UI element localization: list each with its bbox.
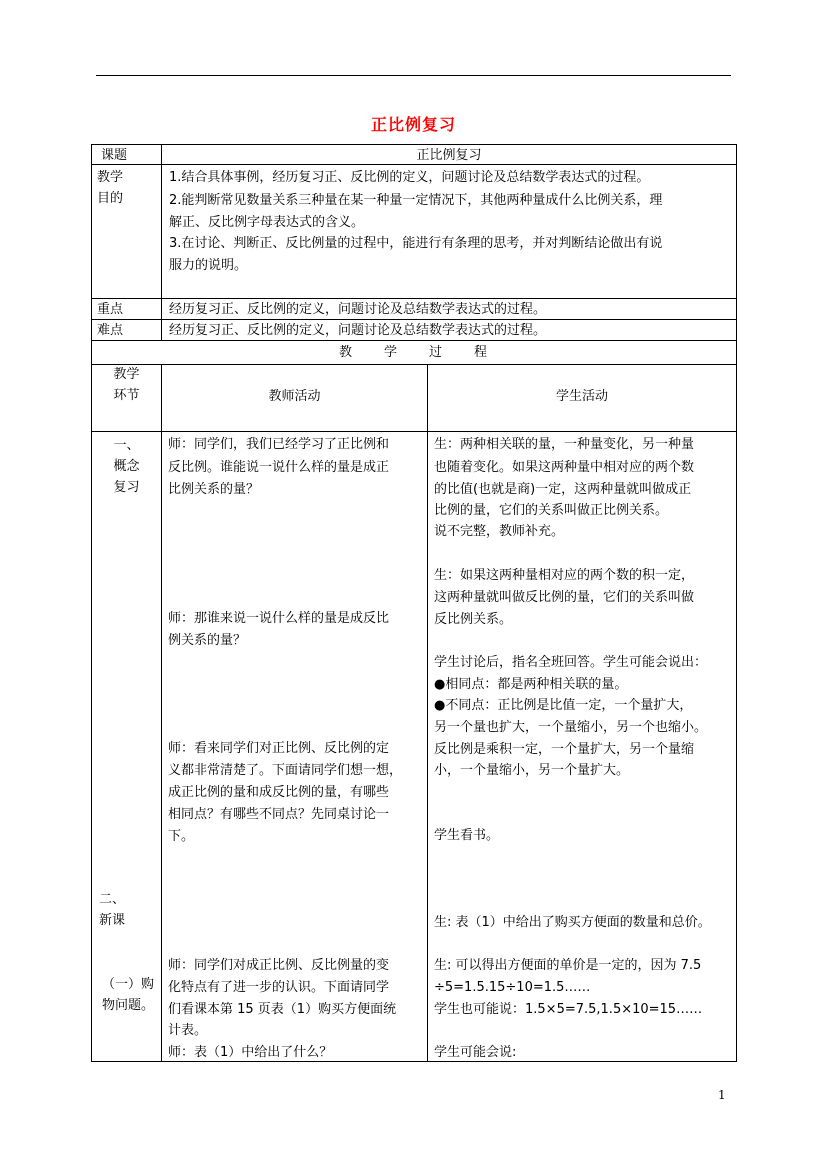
student-line: 反比例关系。 <box>434 612 513 627</box>
teacher-line: 比例关系的量？ <box>168 482 260 497</box>
teacher-line: 下。 <box>168 829 195 844</box>
stage-sublabel: （一）购 <box>102 977 155 992</box>
student-line: 生: 表（1）中给出了购买方便面的数量和总价。 <box>434 915 711 930</box>
student-line: 的比值(也就是商)一定，这两种量就叫做成正 <box>434 482 692 497</box>
goal-line: 3.在讨论、判断正、反比例量的过程中，能进行有条理的思考，并对判断结论做出有说 <box>169 236 663 251</box>
stage-label: 复习 <box>113 480 140 495</box>
page-title: 正比例复习 <box>370 115 456 134</box>
teacher-line: 师：那谁来说一说什么样的量是成反比 <box>168 611 390 626</box>
student-line: 学生看书。 <box>434 828 500 843</box>
teacher-line: 们看课本第 15 页表（1）购买方便面统 <box>168 1002 397 1017</box>
student-line: 学生讨论后，指名全班回答。学生可能会说出： <box>434 655 708 670</box>
stage-label: 概念 <box>113 459 140 474</box>
student-line: ●不同点：正比例是比值一定，一个量扩大， <box>434 698 693 713</box>
col-stage-header: 环节 <box>113 388 140 403</box>
stage-label: 一、 <box>113 438 140 453</box>
col-stage-header: 教学 <box>113 367 140 382</box>
row-divider <box>92 431 736 432</box>
stage-label: 二、 <box>99 892 126 907</box>
col-student-header: 学生活动 <box>555 389 608 404</box>
teacher-line: 反比例。谁能说一说什么样的量是成正 <box>168 460 390 475</box>
teacher-line: 师：同学们，我们已经学习了正比例和 <box>168 437 390 452</box>
goal-line: 解正、反比例字母表达式的含义。 <box>169 215 365 230</box>
teacher-line: 义都非常清楚了。下面请同学们想一想， <box>168 763 403 778</box>
teacher-line: 例关系的量？ <box>168 633 247 648</box>
student-line: 也随着变化。如果这两种量中相对应的两个数 <box>434 460 695 475</box>
goal-line: 2.能判断常见数量关系三种量在某一种量一定情况下，其他两种量成什么比例关系，理 <box>169 193 663 208</box>
student-line: 生：如果这两种量相对应的两个数的积一定， <box>434 568 695 583</box>
col-teacher-header: 教师活动 <box>268 389 321 404</box>
student-line: 生：两种相关联的量，一种量变化，另一种量 <box>434 437 695 452</box>
teacher-line: 师：看来同学们对正比例、反比例的定 <box>168 741 390 756</box>
student-line: 小，一个量缩小，另一个量扩大。 <box>434 763 630 778</box>
teacher-line: 师：表（1）中给出了什么？ <box>168 1045 333 1060</box>
col-divider-activity <box>427 364 428 1062</box>
student-line: 生: 可以得出方便面的单价是一定的，因为 7.5 <box>434 958 702 973</box>
row-divider <box>92 364 736 365</box>
col-divider-top <box>161 145 162 340</box>
teacher-line: 相同点？有哪些不同点？先同桌讨论一 <box>168 807 390 822</box>
difficulty-value: 经历复习正、反比例的定义，问题讨论及总结数学表达式的过程。 <box>169 323 547 338</box>
student-line: 说不完整，教师补充。 <box>434 524 565 539</box>
stage-label: 新课 <box>99 913 126 928</box>
process-heading: 教 学 过 程 <box>338 345 489 360</box>
label-goal: 目的 <box>97 191 124 206</box>
student-line: 学生可能会说: <box>434 1045 517 1060</box>
student-line: 另一个量也扩大，一个量缩小，另一个也缩小。 <box>434 720 708 735</box>
col-divider-stage <box>161 364 162 1062</box>
stage-sublabel: 物问题。 <box>102 998 155 1013</box>
student-line: 这两种量就叫做反比例的量，它们的关系叫做 <box>434 590 695 605</box>
goal-line: 服力的说明。 <box>169 258 248 273</box>
student-line: ÷5=1.5.15÷10=1.5…… <box>434 980 591 995</box>
teacher-line: 化特点有了进一步的认识。下面请同学 <box>168 980 390 995</box>
label-topic: 课题 <box>101 148 128 163</box>
student-line: 比例的量，它们的关系叫做正比例关系。 <box>434 503 669 518</box>
label-key: 重点 <box>97 302 124 317</box>
goal-line: 1.结合具体事例，经历复习正、反比例的定义，问题讨论及总结数学表达式的过程。 <box>169 170 650 185</box>
label-goal: 教学 <box>97 170 124 185</box>
student-line: ●相同点：都是两种相关联的量。 <box>434 677 628 692</box>
header-rule <box>96 75 731 76</box>
lesson-plan-table <box>91 144 737 1062</box>
page-number: 1 <box>718 1088 726 1102</box>
student-line: 反比例是乘积一定，一个量扩大，另一个量缩 <box>434 742 695 757</box>
label-difficulty: 难点 <box>97 323 124 338</box>
teacher-line: 师：同学们对成正比例、反比例量的变 <box>168 958 390 973</box>
teacher-line: 计表。 <box>168 1023 208 1038</box>
topic-value: 正比例复习 <box>416 148 482 163</box>
teacher-line: 成正比例的量和成反比例的量，有哪些 <box>168 785 390 800</box>
key-value: 经历复习正、反比例的定义，问题讨论及总结数学表达式的过程。 <box>169 302 547 317</box>
student-line: 学生也可能说：1.5×5=7.5,1.5×10=15…… <box>434 1002 703 1017</box>
